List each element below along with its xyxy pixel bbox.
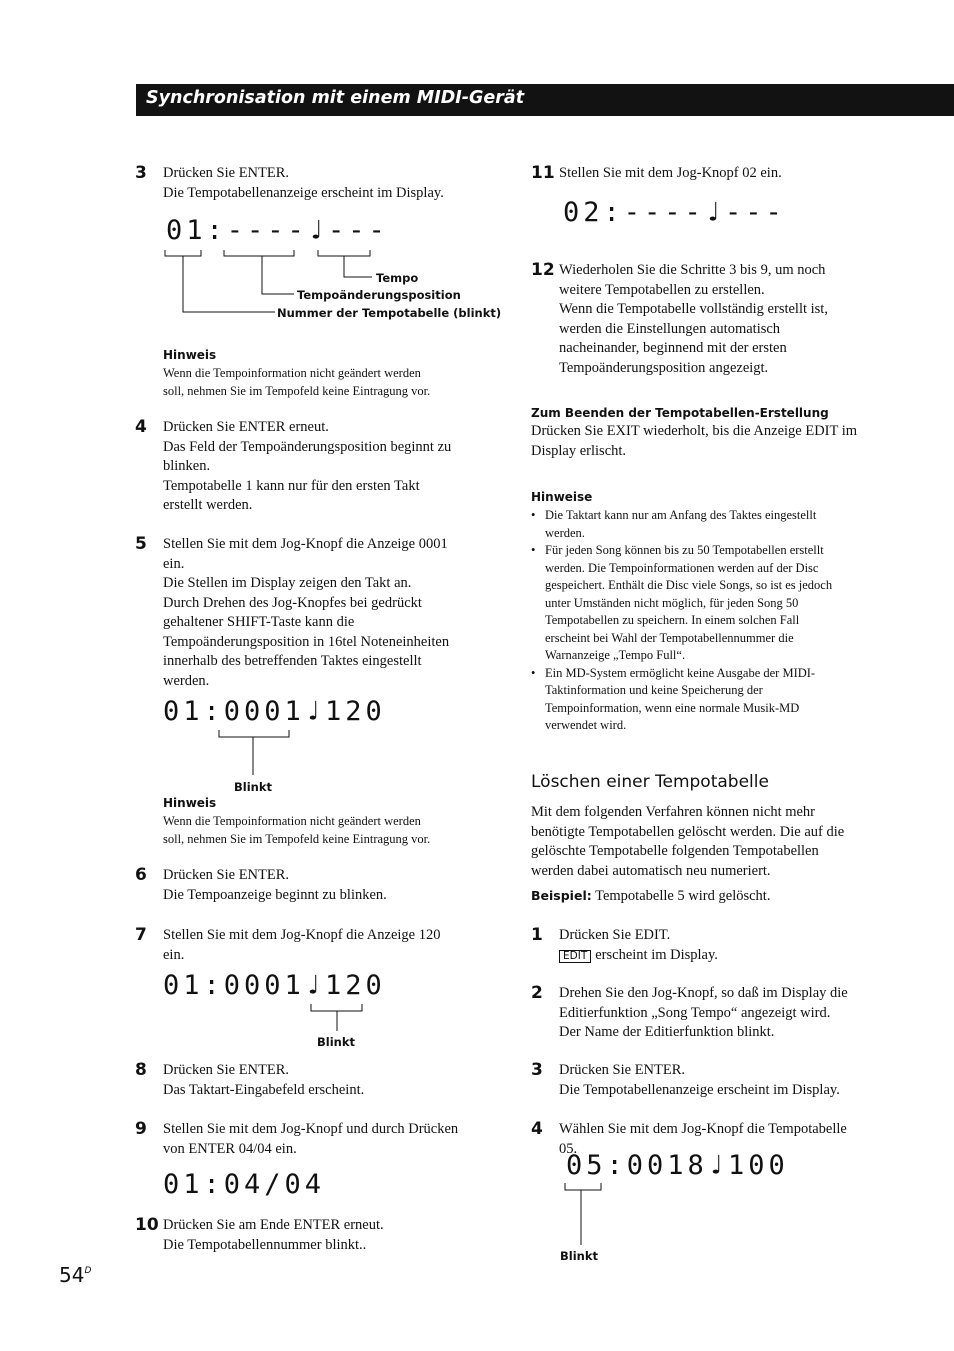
- callout-label: Blinkt: [317, 1035, 355, 1049]
- note-text: Wenn die Tempoinformation nicht geändert werden soll, nehmen Sie im Tempofeld keine Eintragung vor.: [163, 814, 431, 846]
- step-text: Drücken Sie EDIT. EDIT erscheint im Display.: [559, 927, 718, 963]
- lcd-display: 05:0018♩100: [566, 1150, 789, 1181]
- step-number: 3: [135, 163, 147, 183]
- callout-label: Nummer der Tempotabelle (blinkt): [277, 306, 502, 320]
- page-title: Synchronisation mit einem MIDI-Gerät: [146, 88, 525, 108]
- step-text: Stellen Sie mit dem Jog-Knopf die Anzeige 0001 ein. Die Stellen im Display zeigen den Takt an. Durch Drehen des Jog-Knopfes bei gedrückt gehaltener SHIFT-Taste kann die Tempoänderungsposition in 16tel Noteneinheiten innerhalb des betreffenden Taktes eingestellt werden.: [163, 536, 450, 689]
- step-number: 12: [531, 260, 555, 280]
- subheading: Zum Beenden der Tempotabellen-Erstellung: [531, 406, 829, 420]
- lcd-display: 01:0001♩120: [163, 970, 386, 1001]
- step-number: 3: [531, 1060, 543, 1080]
- list-item: • Ein MD-System ermöglicht keine Ausgabe der MIDI- Taktinformation und keine Speicherung der Tempoinformation, wenn eine normale Musik-MD verwendet wird.: [531, 665, 891, 735]
- paragraph: Mit dem folgenden Verfahren können nicht mehr benötigte Tempotabellen gelöscht werden. Die auf die gelöschte Tempotabelle folgenden Tempotabellen werden dabei automatisch neu numeriert.: [531, 804, 845, 879]
- step-text: Drücken Sie ENTER erneut. Das Feld der Tempoänderungsposition beginnt zu blinken. Tempotabelle 1 kann nur für den ersten Takt erstellt werden.: [163, 419, 452, 513]
- note-text: Wenn die Tempoinformation nicht geändert werden soll, nehmen Sie im Tempofeld keine Eintragung vor.: [163, 366, 431, 398]
- note-title: Hinweis: [163, 796, 217, 810]
- step-number: 7: [135, 925, 147, 945]
- step-text: Drücken Sie am Ende ENTER erneut. Die Tempotabellennummer blinkt..: [163, 1217, 384, 1253]
- step-number: 1: [531, 925, 543, 945]
- lcd-display: 01:0001♩120: [163, 696, 386, 727]
- step-text: Drücken Sie ENTER. Die Tempotabellenanzeige erscheint im Display.: [559, 1062, 840, 1098]
- step-text: Stellen Sie mit dem Jog-Knopf und durch Drücken von ENTER 04/04 ein.: [163, 1121, 459, 1157]
- step-text: Stellen Sie mit dem Jog-Knopf die Anzeige 120 ein.: [163, 927, 441, 963]
- step-number: 4: [531, 1119, 543, 1139]
- step-number: 2: [531, 983, 543, 1003]
- note-title: Hinweis: [163, 348, 217, 362]
- callout-label: Tempoänderungsposition: [297, 288, 461, 302]
- step-text: Wählen Sie mit dem Jog-Knopf die Tempotabelle 05.: [559, 1121, 847, 1157]
- example-line: Beispiel: Tempotabelle 5 wird gelöscht.: [531, 888, 771, 904]
- step-number: 11: [531, 163, 555, 183]
- paragraph: Drücken Sie EXIT wiederholt, bis die Anzeige EDIT im Display erlischt.: [531, 423, 858, 459]
- list-item: • Die Taktart kann nur am Anfang des Taktes eingestellt werden.: [531, 507, 891, 542]
- callout-label: Blinkt: [234, 780, 272, 794]
- edit-indicator: EDIT: [559, 950, 591, 963]
- list-item: • Für jeden Song können bis zu 50 Tempotabellen erstellt werden. Die Tempoinformationen werden auf der Disc gespeichert. Enthält die Disc viele Songs, so ist es jedoch unter Umständen nicht möglich, für jeden Song 50 Tempotabellen zu speichern. In einem solchen Fall erscheint bei Wahl der Tempotabellennummer die Warnanzeige „Tempo Full“.: [531, 542, 891, 665]
- step-text: Drücken Sie ENTER. Die Tempotabellenanzeige erscheint im Display.: [163, 165, 444, 201]
- step-number: 10: [135, 1215, 159, 1235]
- step-text: Stellen Sie mit dem Jog-Knopf 02 ein.: [559, 165, 782, 181]
- step-number: 4: [135, 417, 147, 437]
- note-title: Hinweise: [531, 490, 593, 504]
- step-number: 9: [135, 1119, 147, 1139]
- step-number: 5: [135, 534, 147, 554]
- step-text: Drehen Sie den Jog-Knopf, so daß im Display die Editierfunktion „Song Tempo“ angezeigt wird. Der Name der Editierfunktion blinkt.: [559, 985, 848, 1040]
- step-number: 6: [135, 865, 147, 885]
- section-heading: Löschen einer Tempotabelle: [531, 772, 769, 792]
- step-number: 8: [135, 1060, 147, 1080]
- step-text: Drücken Sie ENTER. Die Tempoanzeige beginnt zu blinken.: [163, 867, 387, 903]
- callout-label: Tempo: [376, 271, 419, 285]
- callout-label: Blinkt: [560, 1249, 598, 1263]
- lcd-display: 01:----♩---: [166, 215, 389, 246]
- lcd-display: 02:----♩---: [563, 197, 786, 228]
- lcd-display: 01:04/04: [163, 1169, 326, 1200]
- step-text: Wiederholen Sie die Schritte 3 bis 9, um noch weitere Tempotabellen zu erstellen. Wenn die Tempotabelle vollständig erstellt ist, werden die Einstellungen automatisch nacheinander, beginnend mit der ersten Tempoänderungsposition angezeigt.: [559, 262, 828, 376]
- step-text: Drücken Sie ENTER. Das Taktart-Eingabefeld erscheint.: [163, 1062, 365, 1098]
- page-number: $54^D$: [59, 1263, 92, 1287]
